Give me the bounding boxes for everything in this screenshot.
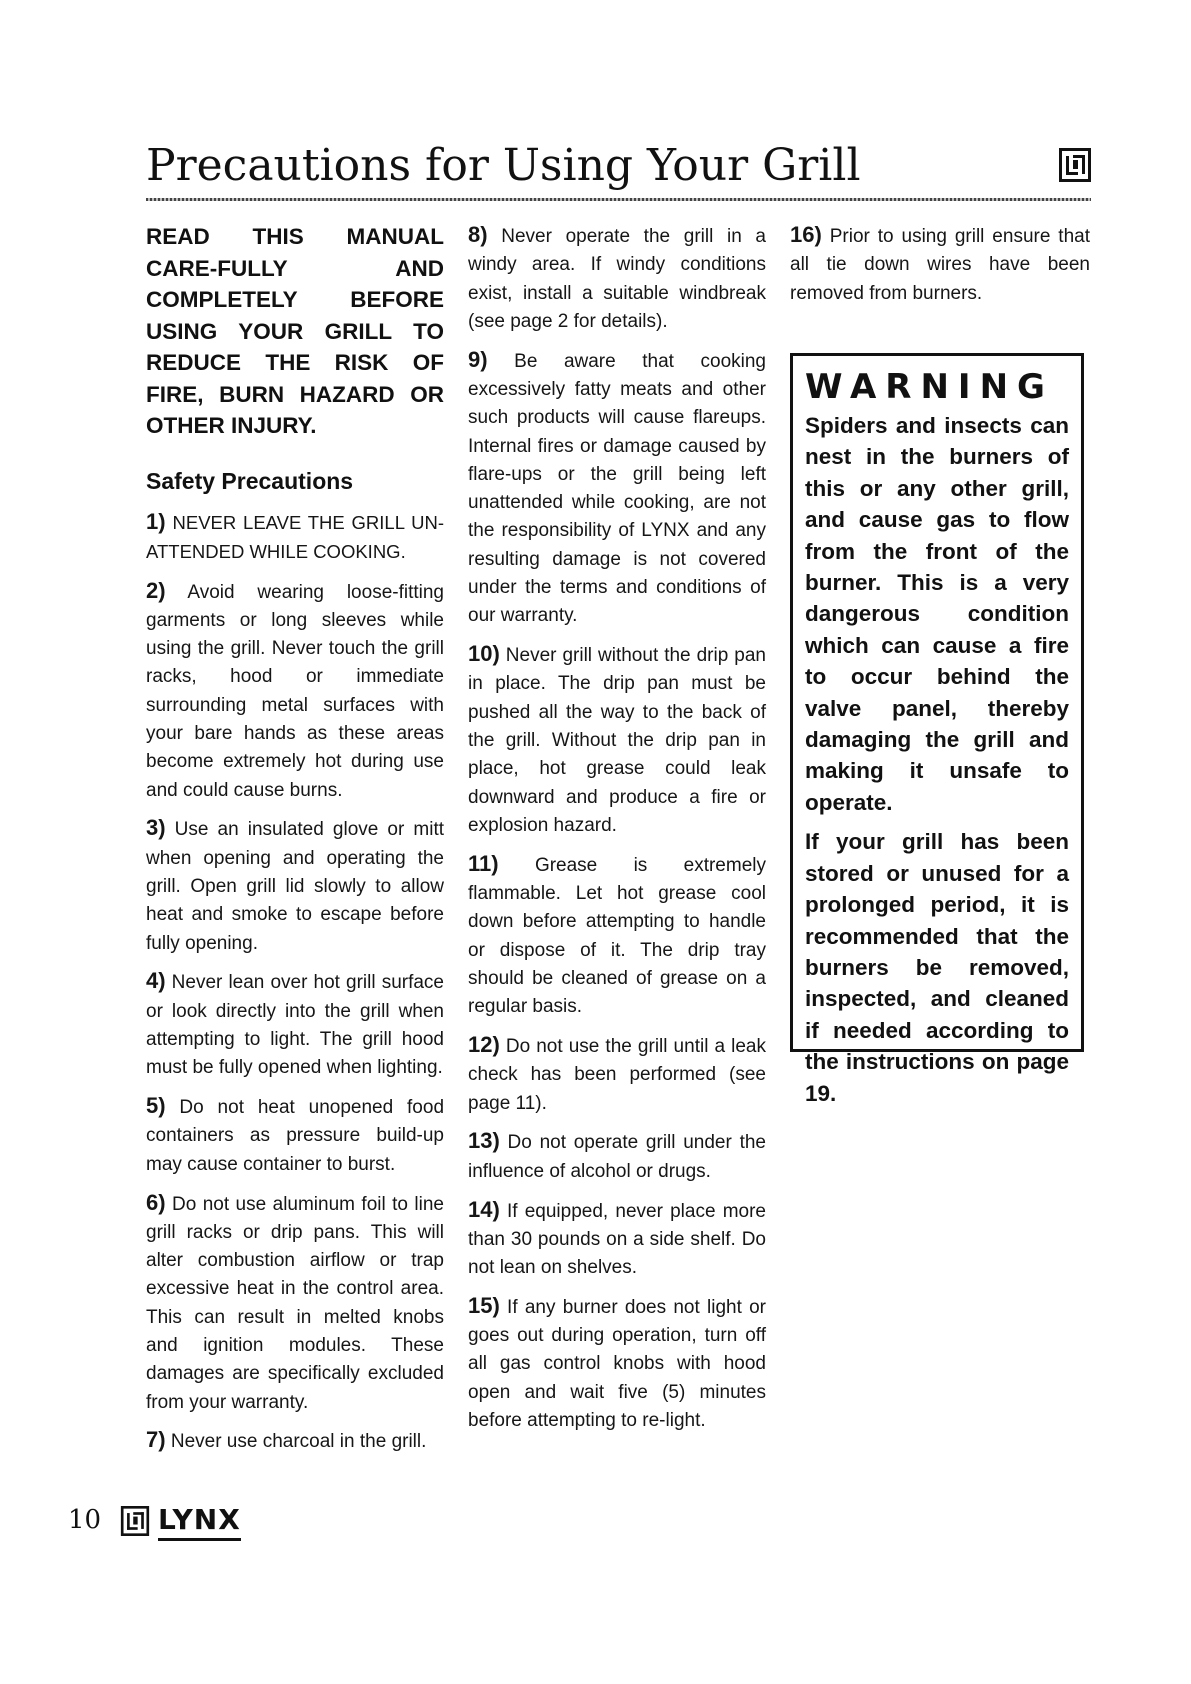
column-1 — [146, 221, 444, 1466]
item-number: 6) — [146, 1189, 166, 1215]
precaution-item — [146, 577, 444, 805]
section-heading: Safety Precautions — [146, 467, 354, 494]
item-text: Never operate the grill in a windy area. If windy conditions exist, install a suitable windbreak (see page 2 for details). — [468, 226, 767, 332]
item-text: If equipped, never place more than 30 pounds on a side shelf. Do not lean on shelves. — [468, 1200, 766, 1279]
warning-paragraph: Spiders and insects can nest in the burners of this or any other grill, and cause gas to flow from the front of the burner. This is a very dangerous condition which can cause a fire to occur behind the valve panel, thereby damaging the grill and making it unsafe to operate. — [805, 413, 1069, 815]
item-text: Do not heat unopened food containers as pressure build-up may cause container to burst. — [146, 1097, 445, 1175]
item-number: 10) — [468, 641, 500, 667]
item-number: 16) — [790, 222, 822, 247]
warning-box — [790, 353, 1084, 1106]
item-text: Avoid wearing loose-fitting garments or long sleeves while using the grill. Never touch the grill racks, hood or immediate surrounding metal surfaces with your bare hands as these areas become extremely hot during use and could cause burns. — [146, 581, 444, 801]
item-text: Never use charcoal in the grill. — [170, 1431, 427, 1453]
precaution-item — [146, 1189, 444, 1417]
item-number: 9) — [468, 346, 488, 372]
item-number: 3) — [146, 815, 166, 841]
item-number: 13) — [468, 1128, 500, 1154]
warning-paragraph: If your grill has been stored or unused for a prolonged period, it is recommended that the burners be removed, inspected, and cleaned if needed according to the instructions on page 19. — [805, 829, 1069, 1106]
page-header — [146, 138, 1091, 202]
item-number: 2) — [146, 577, 166, 603]
item-number: 14) — [468, 1196, 500, 1222]
precaution-item — [468, 346, 766, 631]
read-manual-notice: READ THIS MANUAL CARE-FULLY AND COMPLETELY BEFORE USING YOUR GRILL TO REDUCE THE RISK OF FIRE, BURN HAZARD OR OTHER INJURY. — [146, 224, 444, 438]
precaution-item — [146, 1426, 444, 1456]
item-text: Never lean over hot grill surface or look directly into the grill when attempting to light. The grill hood must be fully opened when lighting. — [146, 972, 444, 1079]
item-number: 5) — [146, 1093, 166, 1119]
item-text: If any burner does not light or goes out during operation, turn off all gas control knobs with hood open and wait five (5) minutes before attempting to re-light. — [468, 1296, 766, 1432]
item-text: Do not operate grill under the influence of alcohol or drugs. — [468, 1132, 766, 1182]
item-text: Do not use aluminum foil to line grill racks or drip pans. This will alter combustion airflow or trap excessive heat in the control area. This can result in melted knobs and ignition modules. These damages are specifically excluded from your warranty. — [146, 1193, 444, 1413]
precaution-item — [468, 1196, 766, 1283]
item-text: Do not use the grill until a leak check has been performed (see page 11). — [468, 1036, 766, 1114]
precaution-item — [146, 508, 444, 568]
item-number: 4) — [146, 968, 166, 994]
item-number: 8) — [468, 222, 488, 247]
item-text: Grease is extremely flammable. Let hot grease cool down before attempting to handle or dispose of it. The drip tray should be cleaned of grease on a regular basis. — [468, 854, 766, 1018]
item-text: Be aware that cooking excessively fatty meats and other such products will cause flareups. Internal fires or damage caused by flare-ups or the grill being left unattended while cooking, are not the responsibility of LYNX and any resulting damage is not covered under the terms and conditions of our warranty. — [468, 350, 767, 627]
page-title: Precautions for Using Your Grill — [146, 140, 861, 191]
page-number: 10 — [68, 1505, 102, 1535]
precaution-item — [146, 1092, 444, 1179]
item-text: Never grill without the drip pan in place. The drip pan must be pushed all the way to the back of the grill. Without the drip pan in place, hot grease could leak downward and produce a fire or explosion hazard. — [468, 645, 766, 836]
brand-name: LYNX — [158, 1502, 241, 1541]
item-number: 7) — [146, 1427, 166, 1453]
column-2 — [468, 221, 766, 1445]
precaution-item — [146, 967, 444, 1082]
item-number: 12) — [468, 1032, 500, 1058]
lynx-logo-icon — [1059, 148, 1091, 182]
item-text: Prior to using grill ensure that all tie down wires have been removed from burners. — [790, 226, 1091, 304]
item-number: 11) — [468, 850, 499, 876]
item-text: NEVER LEAVE THE GRILL UN-ATTENDED WHILE COOKING. — [146, 511, 444, 562]
column-3 — [790, 221, 1090, 317]
precaution-item — [468, 1127, 766, 1186]
lynx-logo-icon — [120, 1506, 150, 1536]
warning-title: WARNING — [805, 367, 1054, 407]
precaution-item — [468, 640, 766, 840]
precaution-item — [468, 1292, 766, 1435]
item-text: Use an insulated glove or mitt when opening and operating the grill. Open grill lid slowly to allow heat and smoke to escape before fully opening. — [146, 819, 444, 954]
header-divider — [146, 198, 1091, 201]
precaution-item — [146, 814, 444, 957]
item-number: 1) — [146, 508, 166, 534]
precaution-item — [468, 221, 766, 336]
item-number: 15) — [468, 1292, 500, 1318]
precaution-item — [468, 850, 766, 1022]
precaution-item — [468, 1031, 766, 1118]
precaution-item — [790, 221, 1090, 308]
